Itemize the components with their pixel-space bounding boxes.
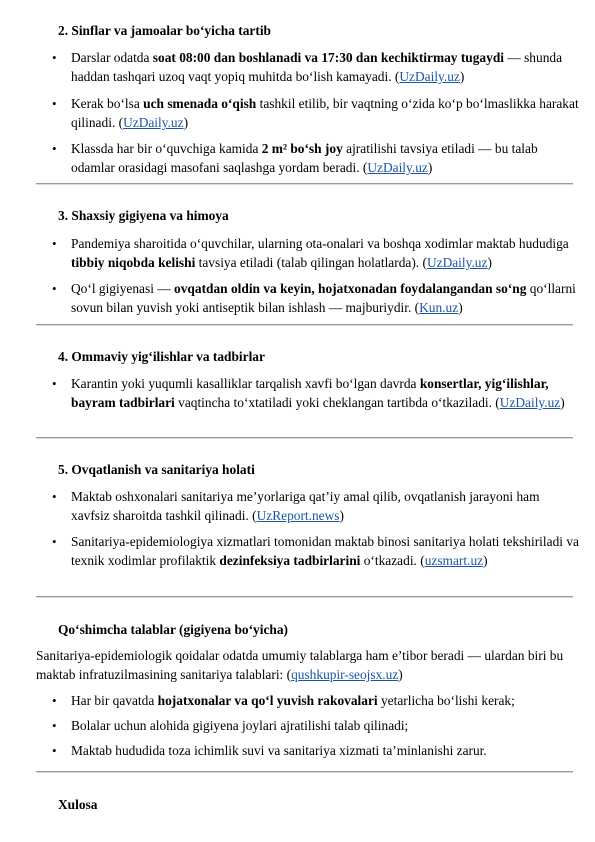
bullet-icon: •: [52, 743, 57, 758]
text-run: Klassda har bir o‘quvchiga kamida: [71, 141, 262, 156]
list-item-text: [71, 94, 581, 132]
text-run: ): [483, 553, 488, 569]
source-link[interactable]: UzReport.news: [256, 508, 340, 524]
section-heading: Qo‘shimcha talablar (gigiyena bo‘yicha): [58, 622, 289, 637]
text-run: yetarlicha bo‘lishi kerak;: [377, 693, 515, 708]
text-run: qo‘llarni sovun bilan yuvish yoki antiseptik bilan ishlash — majburiydir. (: [71, 281, 576, 316]
list-item-text: [71, 234, 581, 272]
text-run: Qo‘l gigiyenasi —: [71, 281, 175, 296]
section-heading: Xulosa: [58, 797, 98, 812]
text-run: ): [339, 508, 344, 524]
bullet-icon: •: [52, 376, 57, 391]
source-link[interactable]: UzDaily.uz: [426, 255, 488, 271]
text-run: ): [427, 160, 433, 176]
section-divider: [36, 324, 573, 326]
section-heading: 3. Shaxsiy gigiyena va himoya: [58, 208, 229, 223]
text-run-bold: ovqatdan oldin va keyin, hojatxonadan foydalangandan so‘ng: [174, 281, 527, 296]
source-link[interactable]: UzDaily.uz: [399, 69, 460, 85]
list-item-text: [71, 139, 581, 177]
text-run-bold: uch smenada o‘qish: [143, 96, 257, 111]
text-run-bold: konsertlar, yig‘ilishlar, bayram tadbirlari: [71, 376, 549, 411]
text-run: Pandemiya sharoitida o‘quvchilar, ularning ota-onalari va boshqa xodimlar maktab hududiga: [71, 236, 569, 251]
text-run: tashkil etilib, bir vaqtning o‘zida ko‘p bo‘lmaslikka harakat qilinadi. (: [71, 96, 579, 131]
list-item-text: [71, 691, 581, 710]
text-run: ): [458, 300, 463, 316]
text-run: ): [459, 69, 465, 85]
text-run: tavsiya etiladi (talab qilingan holatlarda). (: [195, 255, 427, 271]
bullet-icon: •: [52, 489, 57, 504]
text-run: Sanitariya-epidemiologiya xizmatlari tomonidan maktab binosi sanitariya holati tekshiriladi va texnik xodimlar profilaktik: [71, 534, 579, 569]
text-run: Sanitariya-epidemiologik qoidalar odatda umumiy talablarga ham e’tibor beradi — ulardan biri bu maktab infratuzilmasining sanitariya talablari: (: [36, 648, 564, 683]
source-link[interactable]: qushkupir-seojsx.uz: [291, 667, 399, 683]
text-run: ): [560, 395, 565, 411]
text-run: Karantin yoki yuqumli kasalliklar tarqalish xavfi bo‘lgan davrda: [71, 376, 420, 391]
bullet-icon: •: [52, 50, 57, 65]
source-link[interactable]: UzDaily.uz: [499, 395, 561, 411]
text-run: Bolalar uchun alohida gigiyena joylari ajratilishi talab qilinadi;: [71, 718, 409, 733]
text-run: — shunda haddan tashqari uzoq vaqt yopiq muhitda bo‘lish kamayadi. (: [71, 50, 563, 85]
text-run: ): [398, 667, 403, 683]
text-run: ): [487, 255, 492, 271]
text-run-bold: soat 08:00 dan boshlanadi va 17:30 dan kechiktirmay tugaydi: [152, 50, 504, 65]
text-run-bold: 2 m² bo‘sh joy: [261, 141, 343, 156]
section-heading: 2. Sinflar va jamoalar bo‘yicha tartib: [58, 23, 272, 38]
text-run: ajratilishi tavsiya etiladi — bu talab odamlar orasidagi masofani saqlashga yordam beradi. (: [71, 141, 538, 176]
list-item-text: [71, 532, 581, 570]
section-divider: [36, 771, 573, 773]
bullet-icon: •: [52, 693, 57, 708]
list-item-text: [71, 374, 581, 412]
text-run: ): [183, 115, 189, 131]
bullet-icon: •: [52, 141, 57, 156]
text-run: Maktab oshxonalari sanitariya me’yorlariga qat’iy amal qilib, ovqatlanish jarayoni ham xavfsiz sharoitda tashkil qilinadi. (: [71, 489, 540, 524]
bullet-icon: •: [52, 96, 57, 111]
section-heading: 5. Ovqatlanish va sanitariya holati: [58, 462, 255, 477]
bullet-icon: •: [52, 281, 57, 296]
bullet-icon: •: [52, 534, 57, 549]
text-run: Kerak bo‘lsa: [71, 96, 144, 111]
source-link[interactable]: UzDaily.uz: [123, 115, 184, 131]
section-divider: [36, 437, 573, 439]
text-run: Maktab hududida toza ichimlik suvi va sanitariya xizmati ta’minlanishi zarur.: [71, 743, 487, 758]
section-heading: 4. Ommaviy yig‘ilishlar va tadbirlar: [58, 349, 265, 364]
text-run: Darslar odatda: [71, 50, 153, 65]
text-run-bold: tibbiy niqobda kelishi: [71, 255, 196, 271]
source-link[interactable]: Kun.uz: [419, 300, 459, 316]
text-run-bold: dezinfeksiya tadbirlarini: [219, 553, 361, 569]
text-run: Har bir qavatda: [71, 693, 158, 708]
source-link[interactable]: UzDaily.uz: [367, 160, 428, 176]
paragraph: [36, 646, 576, 684]
text-run: vaqtincha to‘xtatiladi yoki cheklangan tartibda o‘tkaziladi. (: [174, 395, 500, 411]
list-item-text: [71, 279, 581, 317]
list-item-text: [71, 487, 581, 525]
list-item-text: [71, 741, 581, 760]
list-item-text: [71, 716, 581, 735]
section-divider: [36, 596, 573, 598]
bullet-icon: •: [52, 718, 57, 733]
text-run: o‘tkazadi. (: [360, 553, 425, 569]
list-item-text: [71, 48, 581, 86]
source-link[interactable]: uzsmart.uz: [424, 553, 484, 569]
section-divider: [36, 183, 573, 185]
bullet-icon: •: [52, 236, 57, 251]
text-run-bold: hojatxonalar va qo‘l yuvish rakovalari: [157, 693, 378, 708]
